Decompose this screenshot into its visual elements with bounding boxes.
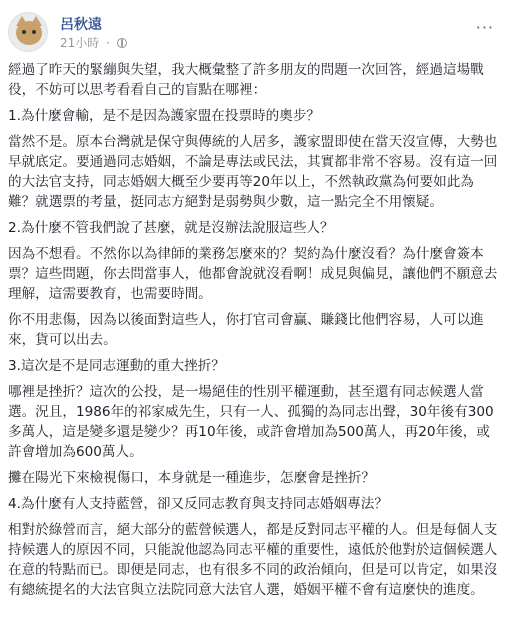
question-heading: 2.為什麼不管我們說了甚麼，就是沒辦法說服這些人？ [8,220,334,236]
author-name[interactable]: 呂秋遠 [60,17,102,33]
post-body [8,60,500,606]
globe-icon[interactable] [117,38,127,48]
post-paragraph: 攤在陽光下來檢視傷口，本身就是一種進步，怎麼會是挫折？ [8,470,376,486]
post-paragraph: 經過了昨天的緊繃與失望，我大概彙整了許多朋友的問題一次回答，經過這場戰役，不妨可以思考看看自己的盲點在哪裡： [8,62,484,98]
post-header [8,8,500,56]
post-paragraph: 相對於綠營而言，絕大部分的藍營候選人，都是反對同志平權的人。但是每個人支持候選人的原因不同，只能說他認為同志平權的重要性，遠低於他對於這個候選人在意的特點而已。即便是同志，也有很多不同的政治傾向，但是可以肯定，如果沒有總統提名的大法官與立法院同意大法官人選，婚姻平權不會有這麼快的進度。 [8,522,498,598]
cat-avatar-icon [16,21,42,45]
post-paragraph: 當然不是。原本台灣就是保守與傳統的人居多，護家盟即使在當天沒宣傳，大勢也早就底定。要通過同志婚姻，不論是專法或民法，其實都非常不容易。沒有這一回的大法官支持，同志婚姻大概至少要再等20年以上，不然執政黨為何要如此為難？就選票的考量，挺同志方絕對是弱勢與少數，這一點完全不用懷疑。 [8,134,498,210]
post-paragraph: 因為不想看。不然你以為律師的業務怎麼來的？契約為什麼沒看？為什麼會簽本票？這些問題，你去問當事人，他都會說就沒看啊！成見與偏見，讓他們不願意去理解，這需要教育，也需要時間。 [8,246,498,302]
post-meta [60,34,127,51]
more-options-icon[interactable]: ··· [475,18,494,37]
meta-separator: · [106,36,110,50]
post-paragraph: 哪裡是挫折？這次的公投，是一場絕佳的性別平權運動，甚至還有同志候選人當選。況且，1986年的祁家威先生，只有一人、孤獨的為同志出聲，30年後有300多萬人，這是變多還是變少？再10年後，或許會增加為500萬人，再20年後，或許會增加為600萬人。 [8,384,494,460]
avatar[interactable] [8,12,48,52]
post-time[interactable]: 21小時 [60,36,100,50]
post-paragraph: 你不用悲傷，因為以後面對這些人，你打官司會贏、賺錢比他們容易，人可以進來，貨可以出去。 [8,312,484,348]
question-heading: 3.這次是不是同志運動的重大挫折？ [8,358,225,374]
question-heading: 1.為什麼會輸，是不是因為護家盟在投票時的奧步？ [8,108,321,124]
question-heading: 4.為什麼有人支持藍營，卻又反同志教育與支持同志婚姻專法？ [8,496,388,512]
